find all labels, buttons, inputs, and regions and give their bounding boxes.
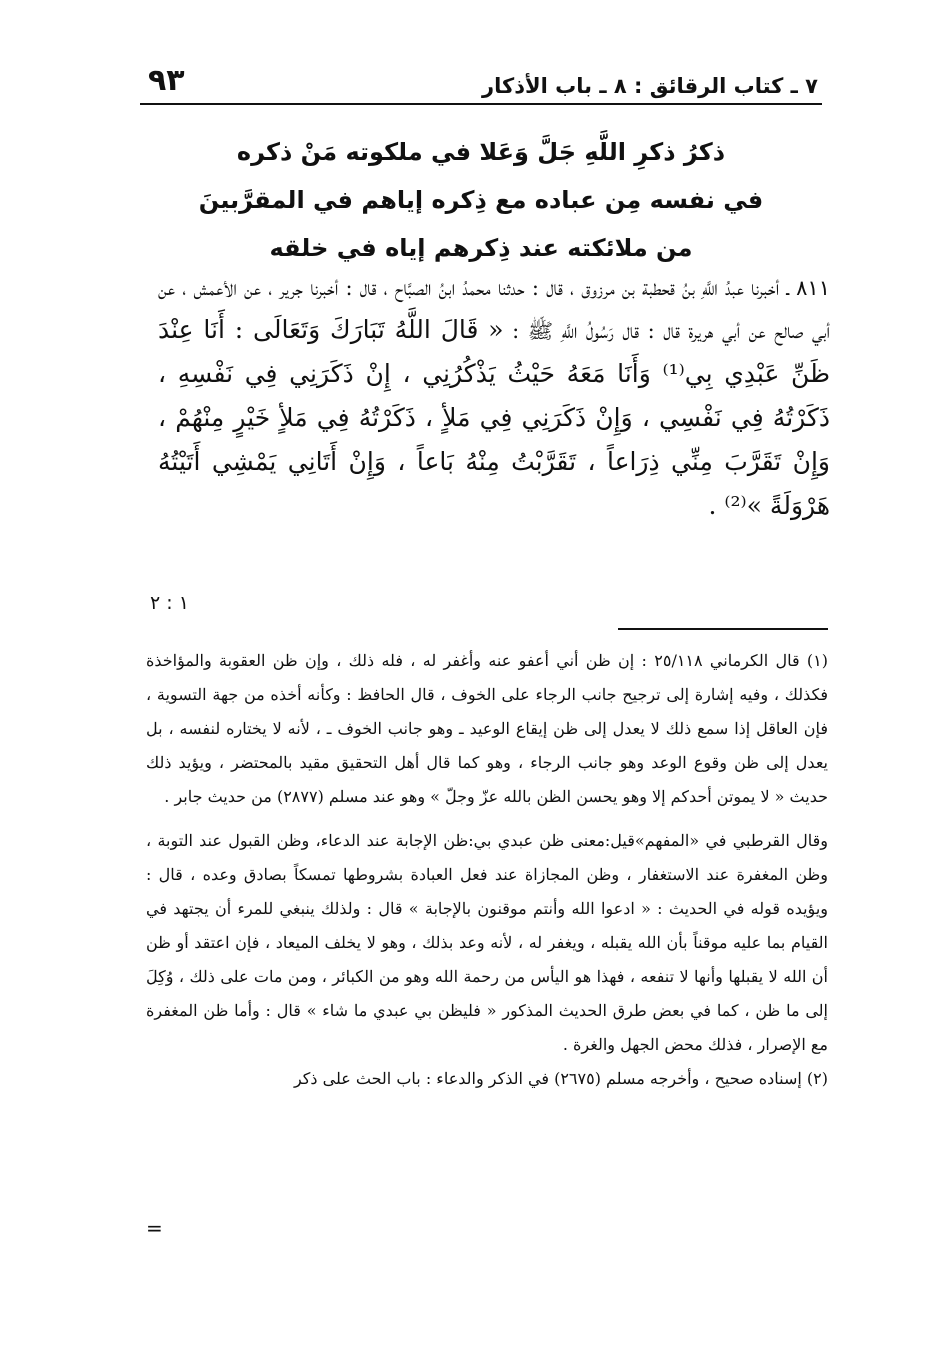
chapter-heading-line: من ملائكته عند ذِكرهم إياه في خلقه xyxy=(269,234,693,262)
hadith-body xyxy=(158,268,830,528)
page-number: ٩٣ xyxy=(148,63,185,98)
chapter-heading-line: في نفسه مِن عباده مع ذِكره إياهم في المقرَّبينَ xyxy=(198,186,764,214)
footnote-2: (٢) إسناده صحيح ، وأخرجه مسلم (٢٦٧٥) في الذكر والدعاء : باب الحث على ذكر xyxy=(293,1069,828,1088)
continuation-mark: = xyxy=(146,1216,163,1240)
chapter-heading-line: ذكرُ ذكرِ اللَّهِ جَلَّ وَعَلا في ملكوته مَنْ ذكره xyxy=(236,138,726,166)
footnote-1-continued: وقال القرطبي في «المفهم»قيل:معنى ظن عبدي بي:ظن الإجابة عند الدعاء، وظن القبول عند التوبة ، وظن المغفرة عند الاستغفار ، وظن المجازاة عند فعل العبادة بشروطها تمسكاً بصادق وعده ، قال : ويؤيده قوله في الحديث : « ادعوا الله وأنتم موقنون بالإجابة » قال : ولذلك ينبغي للمرء أن يجتهد في القيام بما عليه موقناً بأن الله يقبله ، ويغفر له ، لأنه وعد بذلك ، وهو لا يخلف الميعاد ، فإن اعتقد أو ظن أن الله لا يقبلها وأنها لا تنفعه ، فهذا هو اليأس من رحمة الله وهو من الكبائر ، ومن مات على ذلك ، وُكِلَ إلى ما ظن ، كما في بعض طرق الحديث المذكور « فليظن بي عبدي ما شاء » قال : وأما ظن المغفرة مع الإصرار ، فذلك محض الجهل والغرة . xyxy=(146,831,828,1054)
running-title: ٧ ـ كتاب الرقائق : ٨ ـ باب الأذكار xyxy=(482,74,818,98)
hadith-isnad: ٨١١ ـ أخبرنا عبدُ اللَّهِ بنُ قحطبة بن مرزوق ، قال : حدثنا محمدُ ابنُ الصبَّاح ، قال : أخبرنا جرير ، عن الأعمش ، عن أبي صالح عن أبي هريرة قال : قال رَسُولُ اللَّهِ ﷺ : xyxy=(158,276,830,343)
header-rule xyxy=(140,103,822,105)
footnote-rule xyxy=(618,628,828,630)
page-header xyxy=(148,58,818,98)
hadith-text: « قَالَ اللَّهُ تَبَارَكَ وَتَعَالَى : أَنَا عِنْدَ ظَنِّ عَبْدِي بِي⁽¹⁾ وَأَنَا مَعَهُ حَيْثُ يَذْكُرُنِي ، إِنْ ذَكَرَنِي فِي نَفْسِهِ ، ذَكَرْتُهُ فِي نَفْسِي ، وَإِنْ ذَكَرَنِي فِي مَلأٍ ، ذَكَرْتُهُ فِي مَلأٍ خَيْرٍ مِنْهُمْ ، وَإِنْ تَقَرَّبَ مِنِّي ذِرَاعاً ، تَقَرَّبْتُ مِنْهُ بَاعاً ، وَإِنْ أَتَانِي يَمْشِي أَتَيْتُهُ هَرْوَلَةً »⁽²⁾ . xyxy=(158,315,830,520)
cross-reference: ١ : ٢ xyxy=(150,592,189,614)
footnote-1: (١) قال الكرماني ٢٥/١١٨ : إن ظن أني أعفو عنه وأغفر له ، فله ذلك ، وإن ظن العقوبة والمؤاخذة فكذلك ، وفيه إشارة إلى ترجيح جانب الرجاء على الخوف ، قال الحافظ : وكأنه أخذه من جهة التسوية ، فإن العاقل إذا سمع ذلك لا يعدل إلى ظن إيقاع الوعيد ـ وهو جانب الخوف ـ ، لأنه لا يختاره لنفسه ، بل يعدل إلى ظن وقوع الوعد وهو جانب الرجاء ، وهو كما قال أهل التحقيق مقيد بالمحتضر ، ويؤيد ذلك حديث « لا يموتن أحدكم إلا وهو يحسن الظن بالله عزّ وجلّ » وهو عند مسلم (٢٨٧٧) من حديث جابر . xyxy=(146,651,829,806)
chapter-heading xyxy=(140,128,822,272)
footnotes xyxy=(146,644,828,1096)
